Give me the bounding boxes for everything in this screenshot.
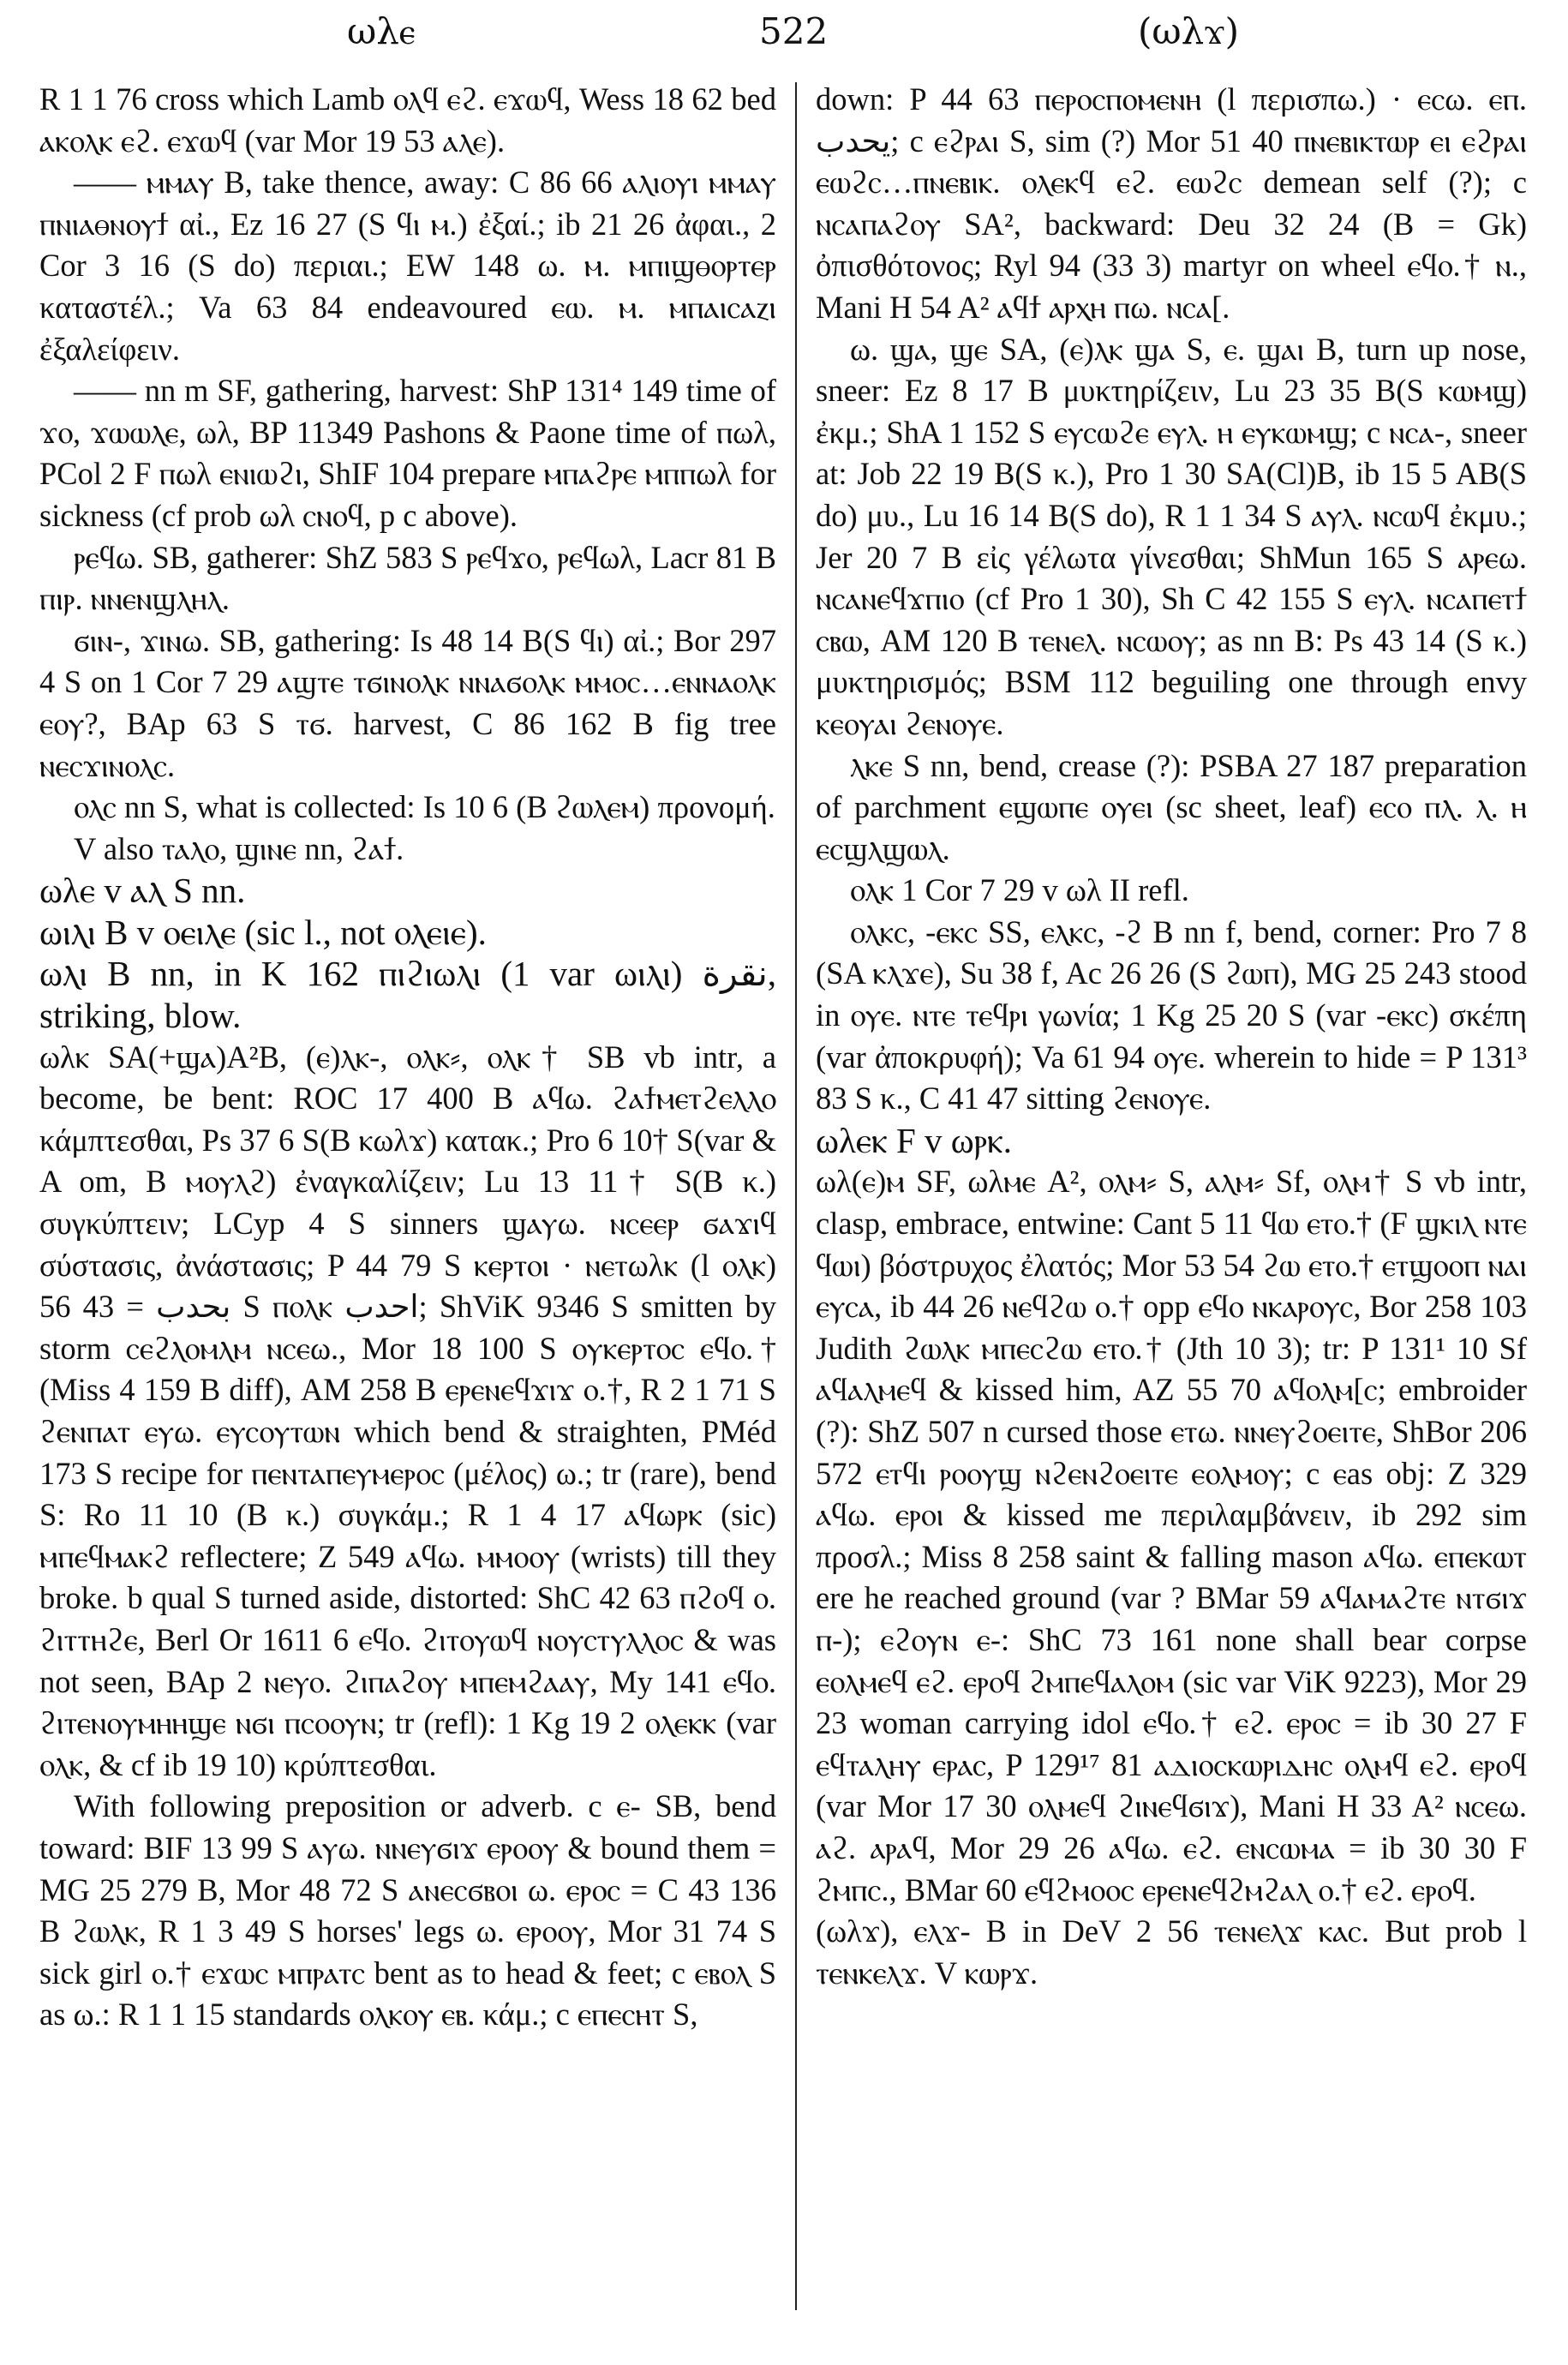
running-head-right: (ωλϫ) — [1138, 10, 1240, 52]
entry-headword: (ωλϫ), ⲉⲗϫ- B in DeV 2 56 ⲧⲉⲛⲉⲗϫ ⲕⲁⲥ. But prob l ⲧⲉⲛⲕⲉⲗϫ. V ⲕⲱⲣϫ. — [816, 1913, 1527, 1991]
entry-headword: ωⲗⲓ B nn, in K 162 ⲡⲓϩⲓωⲗⲓ (1 var ωⲓⲗⲓ) نقرة, striking, blow. — [39, 954, 776, 1036]
entry-paragraph: ϭⲓⲛ-, ϫⲓⲛω. SB, gathering: Is 48 14 B(S ϥⲓ) αἰ.; Bor 297 4 S on 1 Cor 7 29 ⲁϣⲧⲉ ⲧϭⲓⲛⲟⲗⲕ ⲛⲛⲁϭⲟⲗⲕ ⲙⲙⲟⲥ…ⲉⲛⲛⲁⲟⲗⲕ ⲉⲟⲩ?, BAp 63 S ⲧϭ. harvest, C 86 162 B fig tree ⲛⲉⲥϫⲓⲛⲟⲗⲥ. — [39, 622, 776, 783]
entry-paragraph: ⲣⲉϥω. SB, gatherer: ShZ 583 S ⲣⲉϥϫⲟ, ⲣⲉϥωλ, Lacr 81 B ⲡⲓⲣ. ⲛⲛⲉⲛϣⲗⲏⲗ. — [39, 539, 776, 617]
entry-paragraph: —— nn m SF, gathering, harvest: ShP 131⁴ 149 time of ϫⲟ, ϫⲱⲱⲗⲉ, ωλ, BP 11349 Pashons & Paone time of ⲡωλ, PCol 2 F ⲡωλ ⲉⲛⲓⲱϩⲓ, ShIF 104 prepare ⲙⲡⲁϩⲣⲉ ⲙⲡⲡωλ for sickness (cf prob ωλ ⲥⲛⲟϥ, p c above). — [39, 373, 776, 533]
entry-paragraph: ⲟⲗⲕ 1 Cor 7 29 v ωλ II refl. — [850, 872, 1189, 908]
entry-paragraph: ⲗⲕⲉ S nn, bend, crease (?): PSBA 27 187 preparation of parchment ⲉϣⲱⲡⲉ ⲟⲩⲉⲓ (sc sheet, leaf) ⲉⲥⲟ ⲡⲗ. ⲗ. ⲏ ⲉⲥϣⲗϣⲱⲗ. — [816, 747, 1527, 866]
entry-paragraph: down: P 44 63 ⲡⲉⲣⲟⲥⲡⲟⲙⲉⲛⲏ (l περισπω.) · ⲉⲥω. ⲉⲡ. يحدب; c ⲉϩⲣⲁⲓ S, sim (?) Mor 51 40 ⲡⲛⲉⲃⲓⲕⲧⲱⲣ ⲉⲓ ⲉϩⲣⲁⲓ ⲉⲱϩⲥ…ⲡⲛⲉⲃⲓⲕ. ⲟⲗⲉⲕϥ ⲉϩ. ⲉⲱϩⲥ demean self (?); c ⲛⲥⲁⲡⲁϩⲟⲩ SA², backward: Deu 32 24 (B = Gk) ὀπισθότονος; Ryl 94 (33 3) martyr on wheel ⲉϥⲟ.† ⲛ., Mani H 54 A² ⲁϥϯ ⲁⲣⲭⲏ ⲡω. ⲛⲥⲁ[. — [816, 81, 1527, 325]
entry-paragraph: With following preposition or adverb. c ⲉ- SB, bend toward: BIF 13 99 S ⲁⲩω. ⲛⲛⲉⲩϭⲓϫ ⲉⲣⲟⲟⲩ & bound them = MG 25 279 B, Mor 48 72 S ⲁⲛⲉⲥϭⲃⲟⲓ ω. ⲉⲣⲟⲥ = C 43 136 B ϩⲱⲗⲕ, R 1 3 49 S horses' legs ω. ⲉⲣⲟⲟⲩ, Mor 31 74 S sick girl ⲟ.† ⲉϫⲱⲥ ⲙⲡⲣⲁⲧⲥ bent as to head & feet; c ⲉⲃⲟⲗ S as ω.: R 1 1 15 standards ⲟⲗⲕⲟⲩ ⲉⲃ. κάμ.; c ⲉⲡⲉⲥⲏⲧ S, — [39, 1788, 776, 2033]
column-divider — [795, 82, 797, 2310]
entry-paragraph: ⲟⲗⲥ nn S, what is collected: Is 10 6 (B ϩⲱⲗⲉⲙ) προνομή. — [74, 789, 775, 825]
entry-headword: ωⲓⲗⲓ B v ⲟⲉⲓⲗⲉ (sic l., not ⲟⲗⲉⲓⲉ). — [39, 912, 487, 952]
entry-paragraph: ω. ϣⲁ, ϣⲉ SA, (ⲉ)ⲗⲕ ϣⲁ S, ⲉ. ϣⲁⲓ B, turn up nose, sneer: Ez 8 17 B μυκτηρίζειν, Lu 23 35 B(S ⲕⲱⲙϣ) ἐκμ.; ShA 1 152 S ⲉⲩⲥⲱϩⲉ ⲉⲩⲗ. ⲏ ⲉⲩⲕⲱⲙϣ; c ⲛⲥⲁ-, sneer at: Job 22 19 B(S κ.), Pro 1 30 SA(Cl)B, ib 15 5 AB(S do) μυ., Lu 16 14 B(S do), R 1 1 34 S ⲁⲩⲗ. ⲛⲥⲱϥ ἐκμυ.; Jer 20 7 B εἰς γέλωτα γίνεσθαι; ShMun 165 S ⲁⲣⲉω. ⲛⲥⲁⲛⲉϥϫⲡⲓⲟ (cf Pro 1 30), Sh C 42 155 S ⲉⲩⲗ. ⲛⲥⲁⲡⲉⲧϯ ⲥⲃⲱ, AM 120 B ⲧⲉⲛⲉⲗ. ⲛⲥⲱⲟⲩ; as nn B: Ps 43 14 (S κ.) μυκτηρισμός; BSM 112 beguiling one through envy ⲕⲉⲟⲩⲁⲓ ϩⲉⲛⲟⲩⲉ. — [816, 331, 1527, 741]
entry-paragraph: V also ⲧⲁⲗⲟ, ϣⲓⲛⲉ nn, ϩⲁϯ. — [74, 830, 404, 866]
entry-headword: ωλⲉ v ⲁⲗ S nn. — [39, 871, 246, 911]
entry-headword: ωλ(ⲉ)ⲙ SF, ωλⲙⲉ A², ⲟⲗⲙ⸗ S, ⲁⲗⲙ⸗ Sf, ⲟⲗⲙ† S vb intr, clasp, embrace, entwine: Cant 5 11 ϥⲱ ⲉⲧⲟ.† (F ϣⲕⲓⲗ ⲛⲧⲉ ϥⲱⲓ) βόστρυχος ἐλατός; Mor 53 54 ϩⲱ ⲉⲧⲟ.† ⲉⲧϣⲟⲟⲡ ⲛⲁⲓ ⲉⲩⲥⲁ, ib 44 26 ⲛⲉϥϩⲱ ⲟ.† opp ⲉϥⲟ ⲛⲕⲁⲣⲟⲩⲥ, Bor 258 103 Judith ϩⲱⲗⲕ ⲙⲡⲉⲥϩⲱ ⲉⲧⲟ.† (Jth 10 3); tr: P 131¹ 10 Sf ⲁϥⲁⲗⲙⲉϥ & kissed him, AZ 55 70 ⲁϥⲟⲗⲙ[ⲥ; embroider (?): ShZ 507 n cursed those ⲉⲧω. ⲛⲛⲉⲩϩⲟⲉⲓⲧⲉ, ShBor 206 572 ⲉⲧϥⲓ ⲣⲟⲟⲩϣ ⲛϩⲉⲛϩⲟⲉⲓⲧⲉ ⲉⲟⲗⲙⲟⲩ; c ⲉas obj: Z 329 ⲁϥω. ⲉⲣⲟⲓ & kissed me περιλαμβάνειν, ib 292 sim προσλ.; Miss 8 258 saint & falling mason ⲁϥω. ⲉⲡⲉⲕⲱⲧ ere he reached ground (var ? BMar 59 ⲁϥⲁⲙⲁϩⲧⲉ ⲛⲧϭⲓϫ ⲡ-); ⲉϩⲟⲩⲛ ⲉ-: ShC 73 161 none shall bear corpse ⲉⲟⲗⲙⲉϥ ⲉϩ. ⲉⲣⲟϥ ϩⲙⲡⲉϥⲁⲗⲟⲙ (sic var ViK 9223), Mor 29 23 woman carrying idol ⲉϥⲟ.† ⲉϩ. ⲉⲣⲟⲥ = ib 30 27 F ⲉϥⲧⲁⲗⲏⲩ ⲉⲣⲁⲥ, P 129¹⁷ 81 ⲁⲇⲓⲟⲥⲕⲱⲣⲓⲇⲏⲥ ⲟⲗⲙϥ ⲉϩ. ⲉⲣⲟϥ (var Mor 17 30 ⲟⲗⲙⲉϥ ϩⲓⲛⲉϥϭⲓϫ), Mani H 33 A² ⲛⲥⲉω. ⲁϩ. ⲁⲣⲁϥ, Mor 29 26 ⲁϥω. ⲉϩ. ⲉⲛⲥⲱⲙⲁ = ib 30 30 F ϩⲙⲡⲥ., BMar 60 ⲉϥϩⲙⲟⲟⲥ ⲉⲣⲉⲛⲉϥϩⲙϩⲁⲗ ⲟ.† ⲉϩ. ⲉⲣⲟϥ. — [816, 1164, 1527, 1907]
entry-paragraph: —— ⲙⲙⲁⲩ B, take thence, away: C 86 66 ⲁⲗⲓⲟⲩⲓ ⲙⲙⲁⲩ ⲡⲛⲓⲁⲑⲛⲟⲩϯ αἰ., Ez 16 27 (S ϥⲓ ⲙ.) ἐξαί.; ib 21 26 ἀφαι., 2 Cor 3 16 (S do) περιαι.; EW 148 ω. ⲙ. ⲙⲡⲓϣⲑⲟⲣⲧⲉⲣ καταστέλ.; Va 63 84 endeavoured ⲉⲱ. ⲙ. ⲙⲡⲁⲓⲥⲁⲍⲓ ἐξαλείφειν. — [39, 165, 776, 367]
running-head-left: ωλⲉ — [347, 10, 416, 52]
entry-headword: ωλⲉⲕ F v ωⲣⲕ. — [816, 1120, 1013, 1160]
page-number: 522 — [759, 10, 829, 52]
entry-paragraph: R 1 1 76 cross which Lamb ⲟⲗϥ ⲉϩ. ⲉϫⲱϥ, Wess 18 62 bed ⲁⲕⲟⲗⲕ ⲉϩ. ⲉϫⲱϥ (var Mor 19 53 ⲁⲗⲉ). — [39, 81, 776, 159]
right-column — [816, 79, 1527, 2358]
entry-headword: ωλⲕ SA(+ϣⲁ)A²B, (ⲉ)ⲗⲕ-, ⲟⲗⲕ⸗, ⲟⲗⲕ† SB vb intr, a become, be bent: ROC 17 400 B ⲁϥω. ϩⲁϯⲙⲉⲧϩⲉⲗⲗⲟ κάμπτεσθαι, Ps 37 6 S(B ⲕωλϫ) κατακ.; Pro 6 10† S(var & A om, B ⲙⲟⲩⲗϩ) ἐναγκαλίζειν; Lu 13 11† S(B κ.) συγκύπτειν; LCyp 4 S sinners ϣⲁⲩω. ⲛⲥⲉⲉⲣ ϭⲁϫⲓϥ σύστασις, ἀνάστασις; P 44 79 S ⲕⲉⲣⲧⲟⲓ · ⲛⲉⲧωλⲕ (l ⲟⲗⲕ) بحدب = 43 56 S ⲡⲟⲗⲕ احدب; ShViK 9346 S smitten by storm ⲥⲉϩⲗⲟⲙⲗⲙ ⲛⲥⲉω., Mor 18 100 S ⲟⲩⲕⲉⲣⲧⲟⲥ ⲉϥⲟ.† (Miss 4 159 B diff), AM 258 B ⲉⲣⲉⲛⲉϥϫⲓϫ ⲟ.†, R 2 1 71 S ϩⲉⲛⲡⲁⲧ ⲉⲩω. ⲉⲩⲥⲟⲩⲧⲱⲛ which bend & straighten, PMéd 173 S recipe for ⲡⲉⲛⲧⲁⲡⲉⲩⲙⲉⲣⲟⲥ (μέλος) ω.; tr (rare), bend S: Ro 11 10 (B κ.) συγκάμ.; R 1 4 17 ⲁϥωⲣⲕ (sic) ⲙⲡⲉϥⲙⲁⲕϩ reflectere; Z 549 ⲁϥω. ⲙⲙⲟⲟⲩ (wrists) till they broke. b qual S turned aside, distorted: ShC 42 63 ⲡϩⲟϥ ⲟ. ϩⲓⲧⲧⲏϩⲉ, Berl Or 1611 6 ⲉϥⲟ. ϩⲓⲧⲟⲩⲱϥ ⲛⲟⲩⲥⲧⲩⲗⲗⲟⲥ & was not seen, BAp 2 ⲛⲉⲩⲟ. ϩⲓⲡⲁϩⲟⲩ ⲙⲡⲉⲙϩⲁⲁⲩ, My 141 ⲉϥⲟ. ϩⲓⲧⲉⲛⲟⲩⲙⲏⲏϣⲉ ⲛϭⲓ ⲡⲥⲟⲟⲩⲛ; tr (refl): 1 Kg 19 2 ⲟⲗⲉⲕⲕ (var ⲟⲗⲕ, & cf ib 19 10) κρύπτεσθαι. — [39, 1039, 776, 1782]
entry-paragraph: ⲟⲗⲕⲥ, -ⲉⲕⲥ SS, ⲉⲗⲕⲥ, -ϩ B nn f, bend, corner: Pro 7 8 (SA ⲕⲗϫⲉ), Su 38 f, Ac 26 26 (S ϩⲱⲡ), MG 25 243 stood in ⲟⲩⲉ. ⲛⲧⲉ ⲧⲉϥⲣⲓ γωνία; 1 Kg 25 20 S (var -ⲉⲕⲥ) σκέπη (var ἀποκρυφή); Va 61 94 ⲟⲩⲉ. wherein to hide = P 131³ 83 S κ., C 41 47 sitting ϩⲉⲛⲟⲩⲉ. — [816, 913, 1527, 1117]
left-column — [39, 79, 776, 2358]
